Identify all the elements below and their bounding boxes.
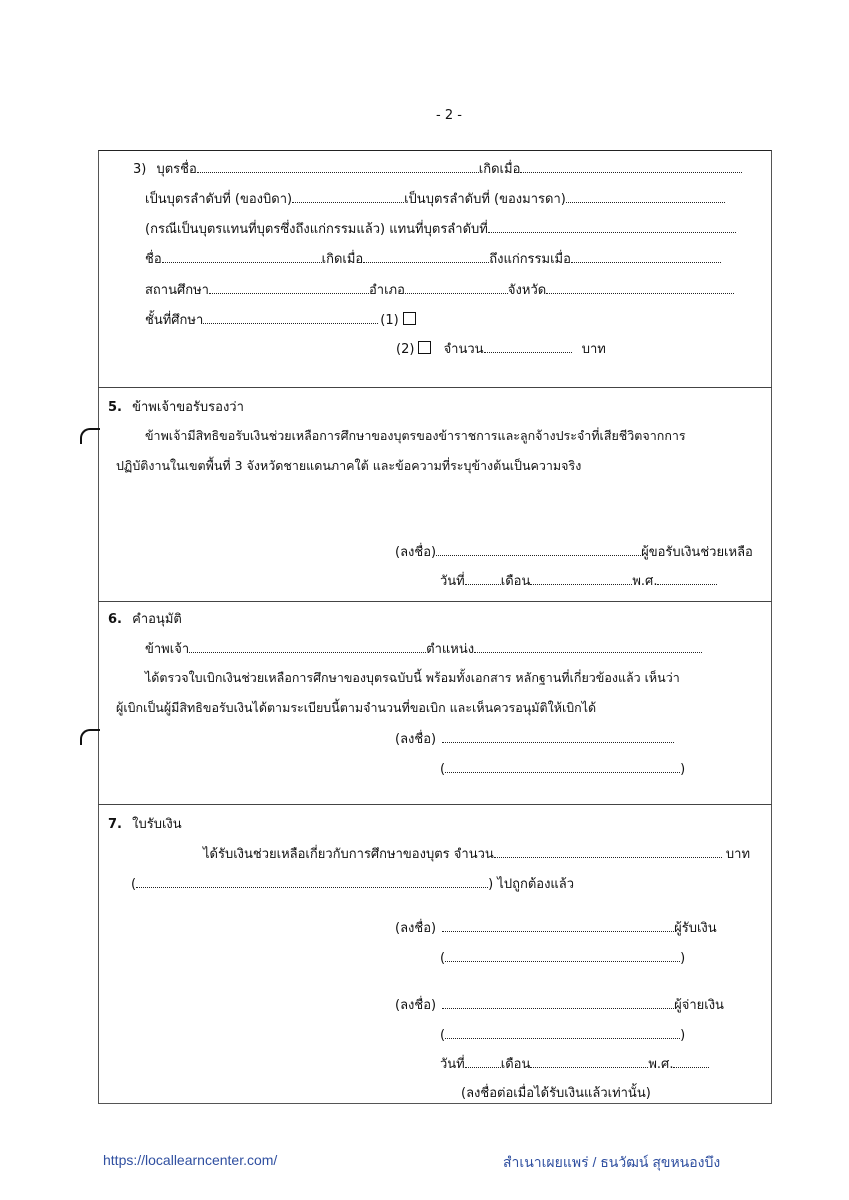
receipt-note: (ลงชื่อต่อเมื่อได้รับเงินแล้วเท่านั้น) bbox=[461, 1086, 651, 1101]
position-field[interactable] bbox=[474, 638, 702, 653]
page-number: - 2 - bbox=[436, 108, 462, 123]
grade-row bbox=[145, 309, 416, 330]
payer-role: ผู้จ่ายเงิน bbox=[674, 998, 724, 1013]
section-6-title: คำอนุมัติ bbox=[132, 612, 182, 627]
section-6-number: 6. bbox=[108, 612, 122, 627]
correct-label: ) ไปถูกต้องแล้ว bbox=[488, 877, 575, 892]
sign-label: (ลงชื่อ) bbox=[395, 545, 437, 560]
option-1-checkbox[interactable] bbox=[403, 312, 416, 325]
order-father-label: เป็นบุตรลำดับที่ (ของบิดา) bbox=[145, 192, 293, 207]
born2-field[interactable] bbox=[363, 248, 489, 263]
receipt-amount-row bbox=[203, 843, 750, 864]
child-row bbox=[133, 158, 742, 179]
died-label: ถึงแก่กรรมเมื่อ bbox=[489, 252, 571, 267]
option-2-row bbox=[396, 338, 606, 359]
section-7-title: ใบรับเงิน bbox=[132, 817, 182, 832]
option-2-checkbox[interactable] bbox=[418, 341, 431, 354]
replace-label: (กรณีเป็นบุตรแทนที่บุตรซึ่งถึงแก่กรรมแล้ว) แทนที่บุตรลำดับที่ bbox=[145, 222, 488, 237]
order-father-field[interactable] bbox=[292, 188, 404, 203]
payer-signature-field[interactable] bbox=[442, 994, 674, 1009]
footer-url[interactable]: https://locallearncenter.com/ bbox=[103, 1152, 278, 1168]
district-field[interactable] bbox=[405, 279, 508, 294]
section-5-heading bbox=[108, 396, 244, 417]
born2-label: เกิดเมื่อ bbox=[321, 252, 364, 267]
applicant-role: ผู้ขอรับเงินช่วยเหลือ bbox=[641, 545, 753, 560]
section-5-date-row bbox=[440, 570, 717, 591]
section-6-heading bbox=[108, 608, 182, 629]
year-field[interactable] bbox=[657, 570, 717, 585]
receipt-amount-field[interactable] bbox=[494, 843, 722, 858]
section-5-para-1: ข้าพเจ้ามีสิทธิขอรับเงินช่วยเหลือการศึกษาของบุตรของข้าราชการและลูกจ้างประจำที่เสียชีวิตจากการ bbox=[145, 428, 686, 443]
section-5-para-2: ปฏิบัติงานในเขตพื้นที่ 3 จังหวัดชายแดนภาคใต้ และข้อความที่ระบุข้างต้นเป็นความจริง bbox=[116, 458, 582, 473]
section-6-sign-row bbox=[395, 728, 674, 749]
receiver-printed-name[interactable]: ( ) bbox=[440, 947, 685, 966]
school-label: สถานศึกษา bbox=[145, 283, 209, 298]
amount-in-words-row: ( ) ไปถูกต้องแล้ว bbox=[131, 873, 574, 894]
divider-6 bbox=[98, 601, 772, 602]
approver-signature-field[interactable] bbox=[442, 728, 674, 743]
year-field[interactable] bbox=[673, 1053, 709, 1068]
order-mother-label: เป็นบุตรลำดับที่ (ของมารดา) bbox=[404, 192, 566, 207]
section-5-number: 5. bbox=[108, 400, 122, 415]
day-field[interactable] bbox=[465, 570, 501, 585]
punch-mark-top bbox=[80, 428, 100, 444]
section-6-para-1: ได้ตรวจใบเบิกเงินช่วยเหลือการศึกษาของบุตรฉบับนี้ พร้อมทั้งเอกสาร หลักฐานที่เกี่ยวข้องแล้ว เห็นว่า bbox=[145, 670, 680, 685]
option-2-label: (2) bbox=[396, 342, 415, 357]
sign-label: (ลงชื่อ) bbox=[395, 998, 437, 1013]
signature-field[interactable] bbox=[436, 541, 641, 556]
approver-printed-name[interactable]: ( ) bbox=[440, 758, 685, 777]
school-field[interactable] bbox=[209, 279, 369, 294]
section-6-para-2: ผู้เบิกเป็นผู้มีสิทธิขอรับเงินได้ตามระเบียบนี้ตามจำนวนที่ขอเบิก และเห็นควรอนุมัติให้เบิกได้ bbox=[116, 700, 597, 715]
divider-5 bbox=[98, 387, 772, 388]
province-label: จังหวัด bbox=[507, 283, 547, 298]
amount-field[interactable] bbox=[484, 338, 572, 353]
payer-sign-row bbox=[395, 994, 724, 1015]
day-field[interactable] bbox=[465, 1053, 501, 1068]
divider-7 bbox=[98, 804, 772, 805]
year-label: พ.ศ. bbox=[648, 1057, 674, 1072]
item-lead: 3) bbox=[133, 162, 147, 177]
replace-row bbox=[145, 218, 736, 239]
section-5-sign-row bbox=[395, 541, 753, 562]
order-mother-field[interactable] bbox=[566, 188, 725, 203]
month-field[interactable] bbox=[530, 570, 632, 585]
child-name-field[interactable] bbox=[197, 158, 479, 173]
receiver-signature-field[interactable] bbox=[442, 917, 674, 932]
name-label: ชื่อ bbox=[145, 252, 162, 267]
section-7-number: 7. bbox=[108, 817, 122, 832]
replace-field[interactable] bbox=[488, 218, 736, 233]
month-label: เดือน bbox=[500, 1057, 531, 1072]
district-label: อำเภอ bbox=[368, 283, 405, 298]
sign-label: (ลงชื่อ) bbox=[395, 921, 437, 936]
section-5-title: ข้าพเจ้าขอรับรองว่า bbox=[132, 400, 244, 415]
approver-name-field[interactable] bbox=[189, 638, 426, 653]
child-name-label: บุตรชื่อ bbox=[156, 162, 197, 177]
name-field[interactable] bbox=[162, 248, 322, 263]
name-row bbox=[145, 248, 721, 269]
month-field[interactable] bbox=[530, 1053, 648, 1068]
option-1-label: (1) bbox=[380, 313, 399, 328]
born-field[interactable] bbox=[520, 158, 742, 173]
amount-label: จำนวน bbox=[443, 342, 484, 357]
died-field[interactable] bbox=[571, 248, 721, 263]
province-field[interactable] bbox=[546, 279, 734, 294]
month-label: เดือน bbox=[500, 574, 531, 589]
day-label: วันที่ bbox=[440, 574, 465, 589]
year-label: พ.ศ. bbox=[632, 574, 658, 589]
baht-label: บาท bbox=[725, 847, 751, 862]
receiver-sign-row bbox=[395, 917, 717, 938]
footer-credit: สำเนาเผยแพร่ / ธนวัฒน์ สุขหนองบึง bbox=[503, 1154, 721, 1170]
born-label: เกิดเมื่อ bbox=[478, 162, 521, 177]
section-7-date-row bbox=[440, 1053, 709, 1074]
approver-row bbox=[145, 638, 702, 659]
position-label: ตำแหน่ง bbox=[426, 642, 475, 657]
grade-field[interactable] bbox=[203, 309, 378, 324]
receiver-role: ผู้รับเงิน bbox=[674, 921, 717, 936]
order-row bbox=[145, 188, 725, 209]
received-label: ได้รับเงินช่วยเหลือเกี่ยวกับการศึกษาของบุตร จำนวน bbox=[203, 847, 494, 862]
school-row bbox=[145, 279, 734, 300]
sign-label: (ลงชื่อ) bbox=[395, 732, 437, 747]
section-7-heading bbox=[108, 813, 182, 834]
baht-label: บาท bbox=[581, 342, 606, 357]
day-label: วันที่ bbox=[440, 1057, 465, 1072]
approver-label: ข้าพเจ้า bbox=[145, 642, 190, 657]
grade-label: ชั้นที่ศึกษา bbox=[145, 313, 204, 328]
amount-words-field[interactable] bbox=[136, 873, 488, 888]
punch-mark-bottom bbox=[80, 729, 100, 745]
payer-printed-name[interactable]: ( ) bbox=[440, 1024, 685, 1043]
